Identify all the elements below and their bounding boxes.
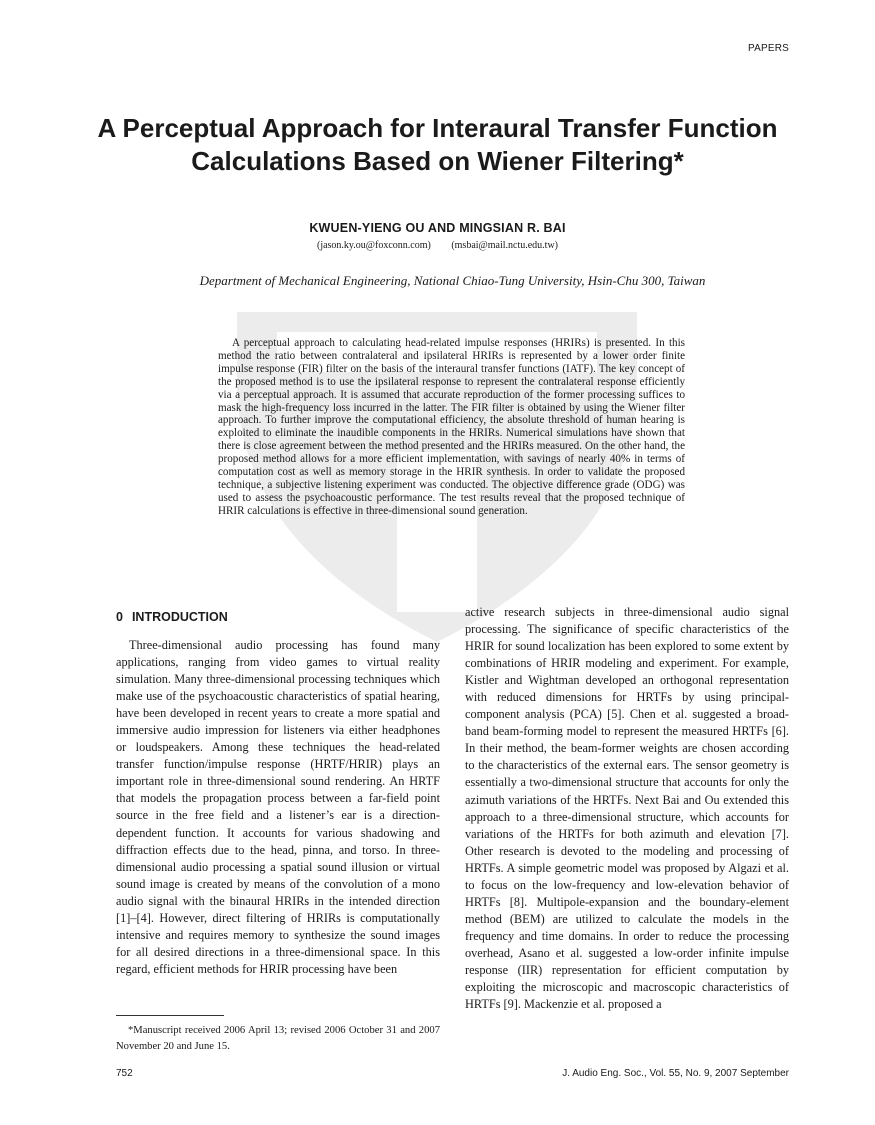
author-names: KWUEN-YIENG OU AND MINGSIAN R. BAI [309, 221, 566, 235]
body-paragraph: Three-dimensional audio processing has found many applications, ranging from video games to virtual reality simulation. Many three-dimensional processing techniques which make use of the psychoacoustic characteristics of spatial hearing, have been developed in recent years to create a more spatial and immersive audio impression for listeners via either headphones or loudspeakers. Among these techniques the head-related transfer function/impulse response (HRTF/HRIR) plays an important role in three-dimensional sound rendering. An HRTF that models the propagation process between a far-field point source in the free field and a listener’s ear is a direction-dependent function. It accounts for various shadowing and diffraction effects due to the head, pinna, and torso. In three-dimensional audio processing a spatial sound illusion or virtual sound image is created by means of the convolution of a mono audio signal with the binaural HRIRs in the intended direction [1]–[4]. However, direct filtering of HRIRs is computationally intensive and requires memory to synthesize the sound images for all desired directions in a three-dimensional space. In this regard, efficient methods for HRIR processing have been [116, 638, 440, 976]
author-emails [0, 240, 875, 251]
body-right-column [465, 604, 789, 1013]
body-left-column [116, 637, 440, 978]
running-head: PAPERS [747, 43, 789, 54]
page-number: 752 [116, 1068, 133, 1079]
section-title: INTRODUCTION [131, 610, 228, 624]
author-email-2: (msbai@mail.nctu.edu.tw) [451, 240, 558, 251]
abstract: A perceptual approach to calculating head-related impulse responses (HRIRs) is presented. In this method the ratio between contralateral and ipsilateral HRIRs is represented by a lower order finite impulse response (FIR) filter on the basis of the interaural transfer functions (IATF). The key concept of the proposed method is to use the ipsilateral response to represent the contralateral response efficiently via a perceptual approach. It is assumed that accurate reproduction of the former processing suffices to mask the high-frequency loss incurred in the latter. The FIR filter is obtained by using the Wiener filter approach. To further improve the computational efficiency, the absolute threshold of human hearing is exploited to eliminate the inaudible components in the HRIRs. Numerical simulations have shown that there is close agreement between the method presented and the HRIRs measured. On the other hand, the proposed method allows for a more efficient implementation, with savings of nearly 40% in terms of computation cost as well as memory storage in the HRIR synthesis. In order to validate the proposed technique, a subjective listening experiment was conducted. The objective difference grade (ODG) was used to assess the psychoacoustic performance. The test results reveal that the proposed technique of HRIR calculations is effective in three-dimensional sound generation. [218, 337, 685, 517]
body-paragraph-continued: active research subjects in three-dimensional audio signal processing. The significance of specific characteristics of the HRIR for sound localization has been explored to some extent by combinations of HRIR modeling and experiment. For example, Kistler and Wightman developed an orthogonal representation with reduced dimensions for HRTFs by using principal-component analysis (PCA) [5]. Chen et al. suggested a broad-band beam-forming model to represent the measured HRTFs [6]. In their method, the beam-former weights are chosen according to the characteristics of the external ears. The sensor geometry is essentially a two-dimensional structure that accounts for only the azimuth variations of the HRTFs. Next Bai and Ou extended this approach to a three-dimensional structure, which accounts for variations of the HRTFs for both azimuth and elevation [7]. Other research is devoted to the modeling and processing of HRTFs. A simple geometric model was proposed by Algazi et al. to focus on the low-frequency and low-elevation behavior of HRTFs [8]. Multipole-expansion and the boundary-element method (BEM) are utilized to calculate the models in the frequency and time domains. In order to reduce the processing overhead, Asano et al. suggested a low-order infinite impulse response (IIR) representation for efficient computation by exploiting the microscopic and macroscopic characteristics of HRTFs [9]. Mackenzie et al. proposed a [465, 605, 789, 1012]
section-number: 0 [116, 610, 123, 624]
footnote-rule [116, 1015, 224, 1016]
footnote: *Manuscript received 2006 April 13; revised 2006 October 31 and 2007 November 20 and June 15. [116, 1025, 440, 1052]
affiliation: Department of Mechanical Engineering, National Chiao-Tung University, Hsin-Chu 300, Taiwan [199, 273, 706, 288]
paper-title: A Perceptual Approach for Interaural Transfer Function Calculations Based on Wiener Filtering* [97, 113, 778, 176]
author-email-1: (jason.ky.ou@foxconn.com) [316, 240, 431, 251]
journal-reference: J. Audio Eng. Soc., Vol. 55, No. 9, 2007 September [562, 1068, 789, 1079]
section-heading [116, 610, 228, 624]
